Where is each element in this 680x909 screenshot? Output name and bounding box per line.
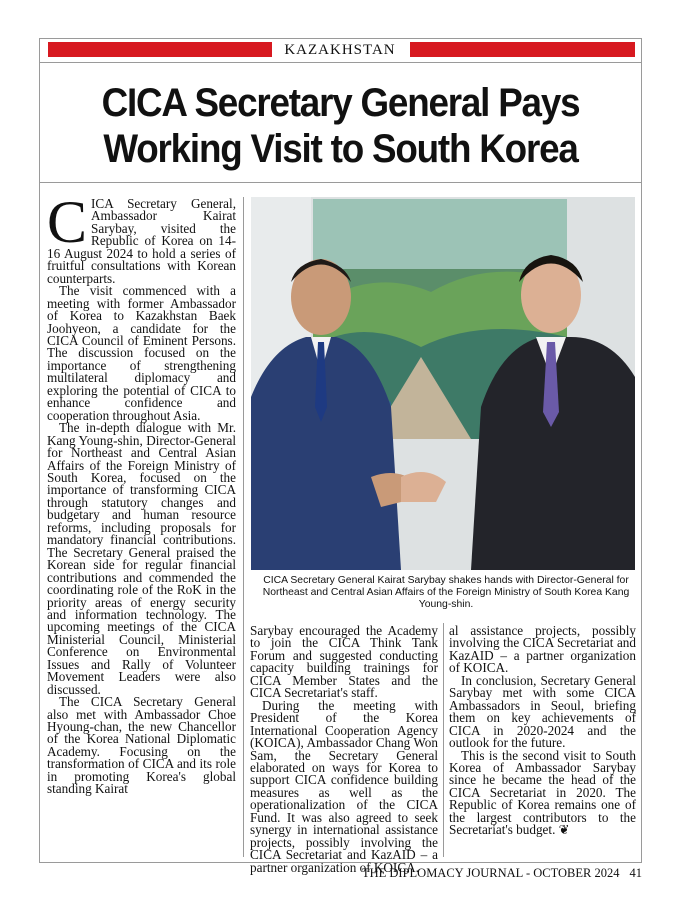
headline-line-1: CICA Secretary General Pays <box>101 81 580 125</box>
section-red-bar-right <box>410 42 635 57</box>
paragraph-intro-text: ICA Secretary General, Ambassador Kairat Sarybay, visited the Republic of Korea on 14-16 August 2024 to hold a series of fruitful consultations with Korean counterparts. <box>47 196 236 286</box>
headline-divider <box>40 182 641 183</box>
column-divider-1 <box>243 197 244 857</box>
article-column-2 <box>250 623 438 875</box>
article-column-1 <box>47 189 236 858</box>
paragraph-intro <box>47 189 236 286</box>
paragraph-4: The CICA Secretary General also met with Ambassador Choe Hyoung-chan, the new Chancellor of the Korea National Diplomatic Academy. Focusing on the transformation of CICA and its role in promoting Korea's global standing Kairat <box>47 694 236 797</box>
section-red-bar-left <box>48 42 272 57</box>
paragraph-8 <box>449 747 636 838</box>
paragraph-3: The in-depth dialogue with Mr. Kang Young-shin, Director-General for Northeast and Central Asian Affairs of the Foreign Ministry of South Korea, focused on the importance of transforming CICA through statutory changes and budgetary and human resource reforms, including proposals for mandatory financial contributions. The Secretary General praised the Korean side for regular financial contributions and commended the coordinating role of the RoK in the priority areas of energy security and information technology. The upcoming meetings of the CICA Ministerial Council, Ministerial Conference on Environmental Issues and Rally of Volunteer Movement Leaders were also discussed. <box>47 420 236 697</box>
drop-cap: C <box>47 189 88 255</box>
article-column-3 <box>449 625 636 858</box>
headline <box>64 80 617 172</box>
paragraph-5: Sarybay encouraged the Academy to join the CICA Think Tank Forum and suggested conducting capacity building trainings for CICA Member States and the CICA Secretariat's staff. <box>250 623 438 701</box>
footer-publication: THE DIPLOMACY JOURNAL - OCTOBER 2024 <box>361 866 620 880</box>
footer-page-number: 41 <box>629 866 642 880</box>
section-label: KAZAKHSTAN <box>284 42 396 58</box>
handshake-photo <box>251 197 635 570</box>
handshake-photo-illustration <box>251 197 635 570</box>
paragraph-8-text: This is the second visit to South Korea of Ambassador Sarybay since he became the head of the CICA Secretariat in 2020. The Republic of Korea remains one of the largest contributors to the Secretariat's budget. <box>449 747 636 838</box>
photo-caption: CICA Secretary General Kairat Sarybay shakes hands with Director-General for Northeast and Central Asian Affairs of the Foreign Ministry of South Korea Kang Young-shin. <box>262 575 630 611</box>
paragraph-6: During the meeting with President of the Korea International Cooperation Agency (KOICA), Ambassador Chang Won Sam, the Secretary General elaborated on ways for Korea to support CICA confidence building measures as well as the operationalization of the CICA Fund. It was also agreed to seek synergy in international assistance projects, possibly involving the CICA Secretariat and KazAID – a partner organization of KOICA. <box>250 697 438 875</box>
paragraph-7: In conclusion, Secretary General Sarybay met with some CICA Ambassadors in Seoul, briefing them on key achievements of CICA in 2020-2024 and the outlook for the future. <box>449 672 636 751</box>
headline-line-2: Working Visit to South Korea <box>103 127 578 171</box>
end-mark-icon: ❦ <box>558 822 570 838</box>
paragraph-2: The visit commenced with a meeting with former Ambassador of Korea to Kazakhstan Baek Joohyeon, a candidate for the CICA Council of Eminent Persons. The discussion focused on the importance of strengthening multilateral diplomacy and exploring the potential of CICA to enhance confidence and cooperation throughout Asia. <box>47 283 236 423</box>
header-divider <box>40 62 641 63</box>
page-footer <box>352 866 642 881</box>
paragraph-6-continued: al assistance projects, possibly involving the CICA Secretariat and KazAID – a partner organization of KOICA. <box>449 623 636 676</box>
column-divider-2 <box>443 623 444 857</box>
